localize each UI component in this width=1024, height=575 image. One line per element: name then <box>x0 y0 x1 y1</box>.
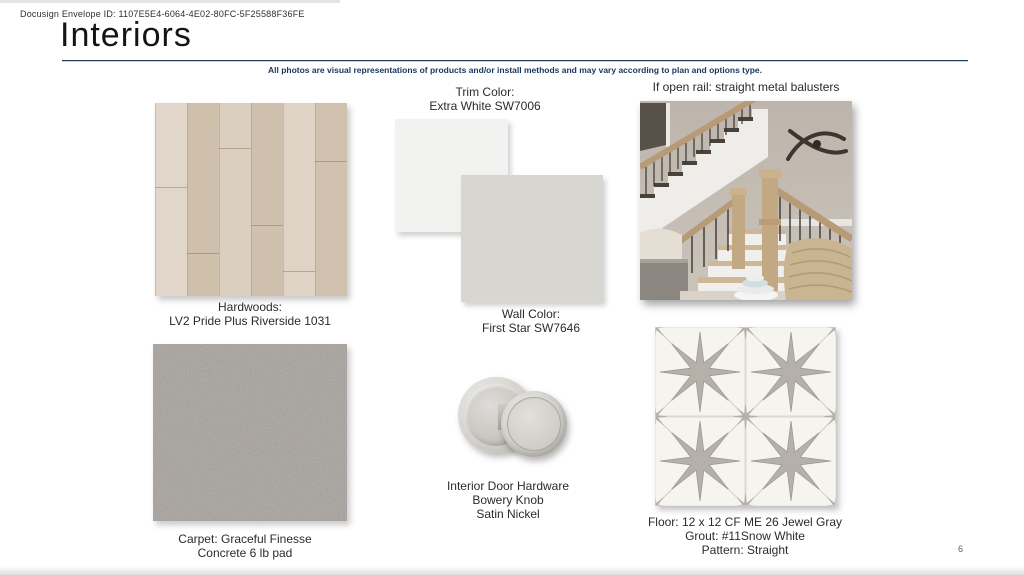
page-bottom-edge <box>0 566 1024 575</box>
door-hardware-label-line1: Interior Door Hardware <box>446 479 570 493</box>
tile-floor-label <box>644 515 846 557</box>
carpet-swatch <box>153 344 347 521</box>
door-hardware-label-line2: Bowery Knob <box>472 493 544 507</box>
wall-color-label-line1: Wall Color: <box>501 307 561 321</box>
knob-face <box>501 391 567 457</box>
door-hardware-label-line3: Satin Nickel <box>476 507 540 521</box>
wall-color-chip <box>461 175 603 302</box>
wall-color-label <box>440 307 622 335</box>
door-hardware-label <box>408 479 608 521</box>
trim-color-label-line2: Extra White SW7006 <box>429 99 541 113</box>
page-title: Interiors <box>60 16 192 54</box>
carpet-label-line2: Concrete 6 lb pad <box>197 546 293 560</box>
tile-swatch <box>655 327 836 506</box>
tile-pattern <box>655 327 836 506</box>
tile-floor-label-line2: Grout: #11Snow White <box>685 529 805 543</box>
hardwood-swatch <box>155 103 347 296</box>
docusign-envelope-id: Docusign Envelope ID: 1107E5E4-6064-4E02-80FC-5F25588F36FE <box>20 9 305 19</box>
hardwood-label-line2: LV2 Pride Plus Riverside 1031 <box>169 314 331 328</box>
staircase-photo <box>640 101 852 300</box>
stair-rail-label: If open rail: straight metal balusters <box>652 80 840 94</box>
carpet-label-line1: Carpet: Graceful Finesse <box>178 532 312 546</box>
title-divider <box>62 60 968 62</box>
trim-color-label <box>394 85 576 113</box>
photo-disclaimer: All photos are visual representations of products and/or install methods and may vary according to plan and options type. <box>267 65 763 75</box>
tile-floor-label-line3: Pattern: Straight <box>701 543 789 557</box>
hardwood-label <box>130 300 370 328</box>
carpet-label <box>125 532 365 560</box>
hardwood-label-line1: Hardwoods: <box>217 300 283 314</box>
page-top-edge <box>0 0 340 3</box>
page-number: 6 <box>958 544 964 554</box>
carpet-texture <box>153 344 347 521</box>
tile-floor-label-line1: Floor: 12 x 12 CF ME 26 Jewel Gray <box>647 515 843 529</box>
wall-color-label-line2: First Star SW7646 <box>481 321 581 335</box>
door-knob-image <box>440 362 590 472</box>
staircase-illustration <box>640 101 852 300</box>
trim-color-label-line1: Trim Color: <box>455 85 515 99</box>
